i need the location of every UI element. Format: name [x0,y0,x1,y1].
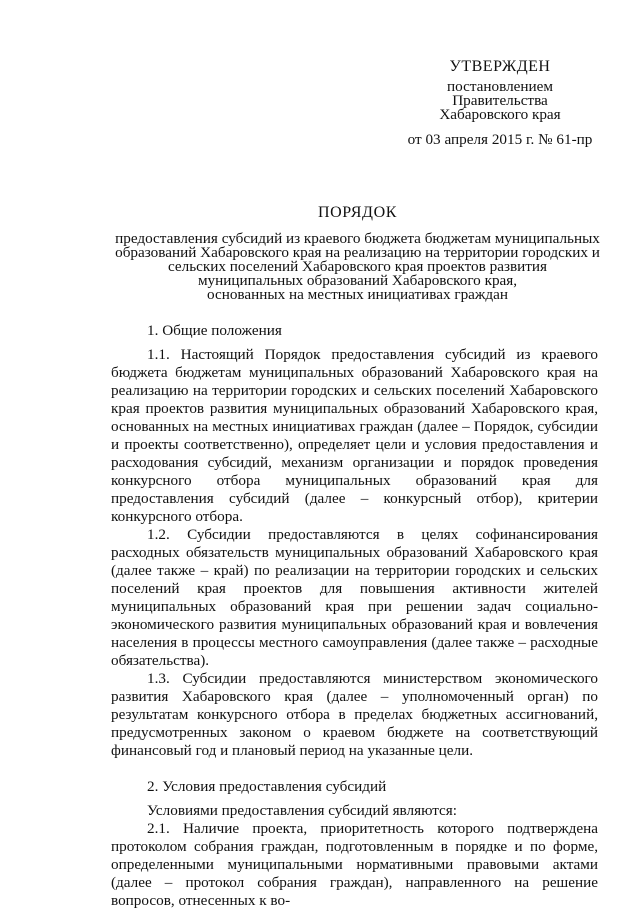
subtitle-line: образований Хабаровского края на реализацию на территории городских и [115,244,600,261]
approval-line-3: Хабаровского края [439,106,561,123]
document-title: ПОРЯДОК [317,204,397,221]
document-body [111,322,598,910]
subtitle-line: сельских поселений Хабаровского края проектов развития [167,258,547,275]
subtitle-line: муниципальных образований Хабаровского края, [197,272,518,289]
section-1-heading: 1. Общие положения [147,322,282,339]
paragraph-1-1: 1.1. Настоящий Порядок предоставления субсидий из краевого бюджета бюджетам муниципальных образований Хабаровского края на реализацию на территории городских и сельских поселений Хабаровского края проектов развития муниципальных образований Хабаровского края, основанных на местных инициативах граждан (далее – Порядок, субсидии и проекты соответственно), определяет цели и условия предоставления и расходования субсидий, механизм организации и порядок проведения конкурсного отбора муниципальных образований края для предоставления субсидий (далее – конкурсный отбор), критерии конкурсного отбора. [111,346,598,525]
subtitle-line: предоставления субсидий из краевого бюджета бюджетам муниципальных [115,230,600,247]
section-2-heading: 2. Условия предоставления субсидий [147,778,387,795]
approval-date: от 03 апреля 2015 г. № 61-пр [407,131,593,148]
paragraph-2-1: 2.1. Наличие проекта, приоритетность которого подтверждена протоколом собрания граждан, подготовленным в порядке и по форме, определенными муниципальными нормативными правовыми актами (далее – протокол собрания граждан), направленного на решение вопросов, отнесенных к во- [111,820,598,909]
approval-line-1: постановлением [446,78,554,95]
approval-title: УТВЕРЖДЕН [449,58,551,75]
section-2-intro: Условиями предоставления субсидий являются: [147,802,457,819]
paragraph-1-3: 1.3. Субсидии предоставляются министерством экономического развития Хабаровского края (далее – уполномоченный орган) по результатам конкурсного отбора в пределах бюджетных ассигнований, предусмотренных законом о краевом бюджете на соответствующий финансовый год и плановый период на указанные цели. [111,670,598,759]
subtitle-line: основанных на местных инициативах граждан [207,286,508,303]
document-subtitle [90,232,625,302]
paragraph-1-2: 1.2. Субсидии предоставляются в целях софинансирования расходных обязательств муниципальных образований Хабаровского края (далее также – край) по реализации на территории городских и сельских поселений края проектов для повышения активности жителей муниципальных образований края при решении задач социально-экономического развития муниципальных образований края и вовлечения населения в процессы местного самоуправления (далее также – расходные обязательства). [111,526,598,669]
approval-stamp [405,58,595,148]
approval-line-2: Правительства [452,92,548,109]
